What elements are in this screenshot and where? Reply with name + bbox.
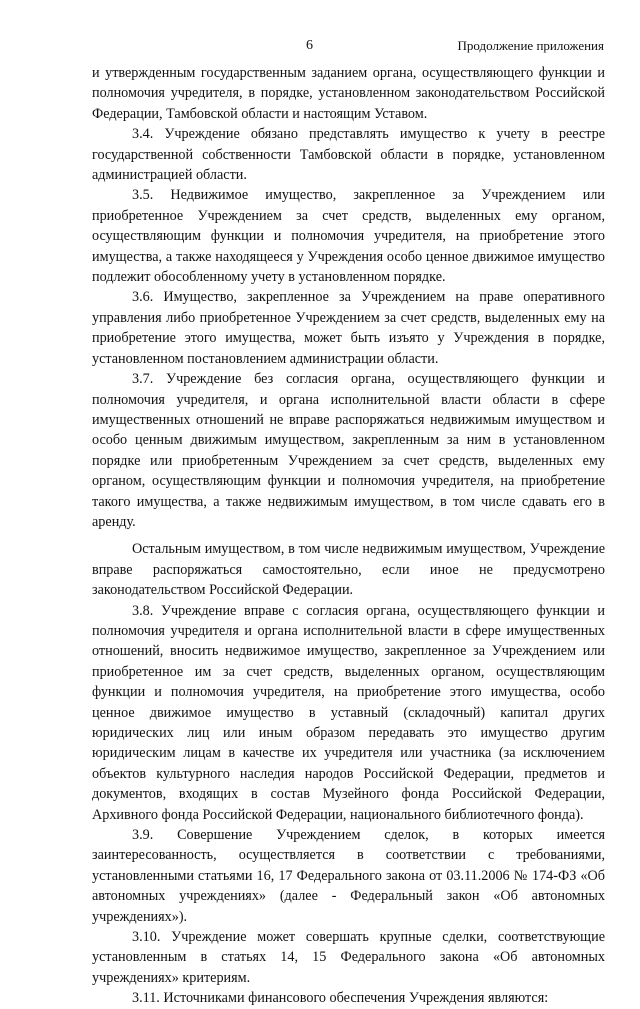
paragraph-3-9: 3.9. Совершение Учреждением сделок, в которых имеется заинтересованность, осуществляется в соответствии с требованиями, установленными статьями 16, 17 Федерального закона от 03.11.2006 № 174-ФЗ «Об автономных учреждениях» (далее - Федеральный закон «Об автономных учреждениях»). xyxy=(92,827,605,925)
paragraph-3-11: 3.11. Источниками финансового обеспечения Учреждения являются: xyxy=(132,990,549,1007)
document-body xyxy=(92,63,605,1009)
paragraph-3-4: 3.4. Учреждение обязано представлять имущество к учету в реестре государственной собственности Тамбовской области в порядке, установленном администрацией области. xyxy=(92,126,605,184)
page-number: 6 xyxy=(306,38,313,53)
paragraph-3-7: 3.7. Учреждение без согласия органа, осуществляющего функции и полномочия учредителя, и органа исполнительной власти области в сфере имущественных отношений не вправе распоряжаться недвижимым имуществом и особо ценным движимым имуществом, закрепленным за ним в установленном порядке или приобретенным Учреждением за счет средств, выделенных ему органом, осуществляющим функции и полномочия учредителя, на приобретение такого имущества, а также недвижимым имуществом, в том числе сдавать его в аренду. xyxy=(92,371,605,530)
paragraph-3-10: 3.10. Учреждение может совершать крупные сделки, соответствующие установленным в статьях 14, 15 Федерального закона «Об автономных учреждениях» критериям. xyxy=(92,929,605,986)
paragraph-continuation: и утвержденным государственным заданием органа, осуществляющего функции и полномочия учредителя, в порядке, установленном законодательством Российской Федерации, Тамбовской области и настоящим Уставом. xyxy=(92,65,605,122)
running-header: Продолжение приложения xyxy=(457,38,604,53)
paragraph-other-property: Остальным имуществом, в том числе недвижимым имуществом, Учреждение вправе распоряжаться самостоятельно, если иное не предусмотрено законодательством Российской Федерации. xyxy=(92,541,605,599)
paragraph-3-5: 3.5. Недвижимое имущество, закрепленное за Учреждением или приобретенное Учреждением за счет средств, выделенных ему органом, осуществляющим функции и полномочия учредителя, на приобретение этого имущества, а также находящееся у Учреждения особо ценное движимое имущество подлежит обособленному учету в установленном порядке. xyxy=(92,187,605,286)
paragraph-3-6: 3.6. Имущество, закрепленное за Учреждением на праве оперативного управления либо приобретенное Учреждением за счет средств, выделенных ему на приобретение этого имущества, может быть изъято у Учреждения в порядке, установленном постановлением администрации области. xyxy=(92,289,605,367)
paragraph-3-8: 3.8. Учреждение вправе с согласия органа, осуществляющего функции и полномочия учредителя и органа исполнительной власти в сфере имущественных отношений, вносить недвижимое имущество, закрепленное за Учреждением или приобретенное им за счет средств, выделенных органом, осуществляющим функции и полномочия учредителя, на приобретение этого имущества, особо ценное движимое имущество в уставный (складочный) капитал других юридических лиц или иным образом передавать это имущество другим юридическим лицам в качестве их учредителя или участника (за исключением объектов культурного наследия народов Российской Федерации, предметов и документов, входящих в состав Музейного фонда Российской Федерации, Архивного фонда Российской Федерации, национального библиотечного фонда). xyxy=(92,602,605,823)
